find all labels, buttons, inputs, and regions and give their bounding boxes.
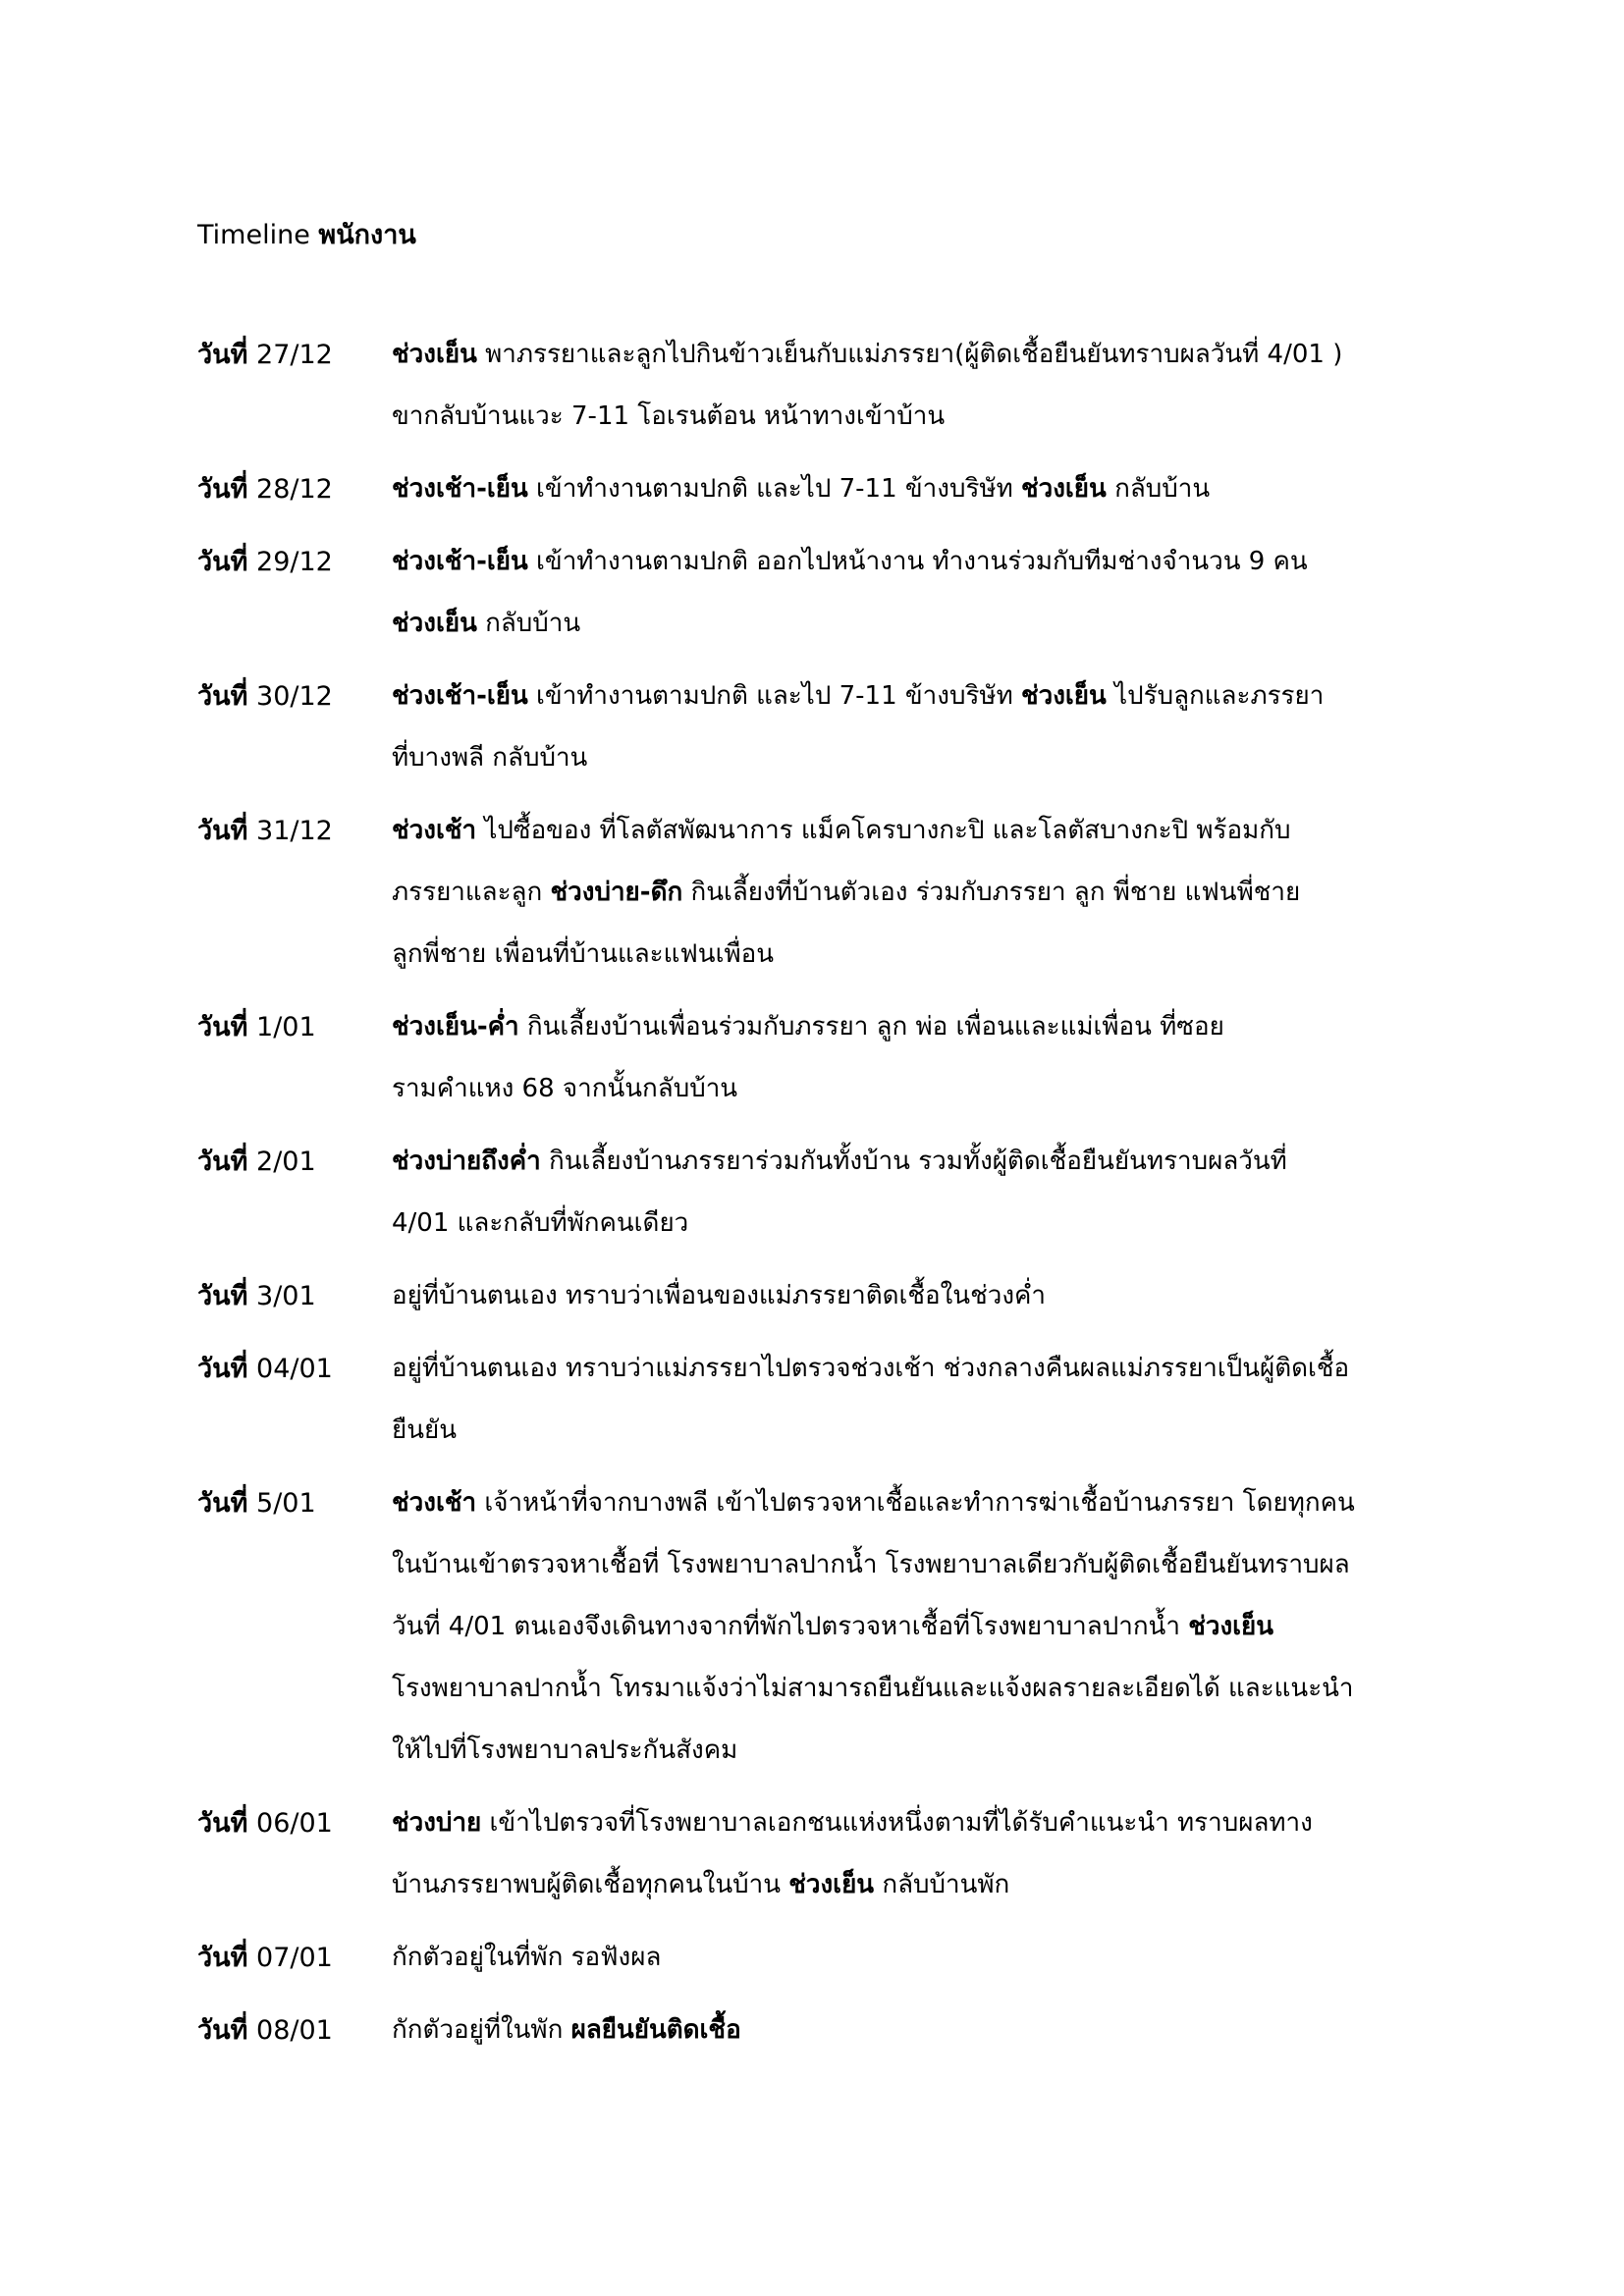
title-thai: พนักงาน bbox=[318, 220, 416, 250]
entry-line bbox=[392, 386, 1342, 448]
day-label: วันที่ bbox=[197, 1808, 248, 1839]
date-value: 06/01 bbox=[256, 1808, 333, 1839]
entry-segment: ลูกพี่ชาย เพื่อนที่บ้านและแฟนเพื่อน bbox=[392, 939, 774, 969]
entry-date bbox=[197, 1265, 392, 1327]
entry-date bbox=[197, 458, 392, 520]
entry-date bbox=[197, 324, 392, 386]
entry-line bbox=[392, 1058, 1224, 1120]
time-period-label: ช่วงบ่ายถึงค่ำ bbox=[392, 1147, 541, 1176]
entry-text bbox=[392, 1265, 1046, 1327]
time-period-label: ช่วงเช้า bbox=[392, 1488, 477, 1518]
date-value: 5/01 bbox=[256, 1488, 316, 1519]
entry-text bbox=[392, 1792, 1313, 1916]
entry-text bbox=[392, 1472, 1355, 1782]
entry-segment: โรงพยาบาลปากน้ำ โทรมาแจ้งว่าไม่สามารถยืนยันและแจ้งผลรายละเอียดได้ และแนะนำ bbox=[392, 1674, 1354, 1703]
entry-segment: กักตัวอยู่ในที่พัก รอฟังผล bbox=[392, 1943, 662, 1972]
time-period-label: ช่วงเย็น bbox=[788, 1870, 875, 1899]
entry-line bbox=[392, 800, 1300, 862]
timeline-entry bbox=[197, 531, 1474, 655]
timeline-entry bbox=[197, 996, 1474, 1120]
entry-line bbox=[392, 531, 1308, 593]
entry-date bbox=[197, 1792, 392, 1854]
day-label: วันที่ bbox=[197, 474, 248, 505]
entry-text bbox=[392, 531, 1308, 655]
date-value: 07/01 bbox=[256, 1943, 333, 1973]
date-value: 27/12 bbox=[256, 340, 333, 370]
title-latin: Timeline bbox=[197, 220, 310, 250]
entry-line bbox=[392, 1400, 1349, 1462]
day-label: วันที่ bbox=[197, 1488, 248, 1519]
entry-line bbox=[392, 666, 1324, 727]
day-label: วันที่ bbox=[197, 1281, 248, 1311]
time-period-label: ช่วงบ่าย bbox=[392, 1808, 482, 1838]
entry-segment: เข้าทำงานตามปกติ และไป 7-11 ข้างบริษัท bbox=[527, 681, 1021, 711]
entry-line bbox=[392, 458, 1210, 520]
entry-line bbox=[392, 1534, 1355, 1596]
entry-text bbox=[392, 1338, 1349, 1462]
entry-segment: กลับบ้าน bbox=[476, 609, 581, 638]
entry-text bbox=[392, 1131, 1287, 1255]
date-value: 31/12 bbox=[256, 816, 333, 846]
timeline-entry bbox=[197, 1338, 1474, 1462]
timeline-entry bbox=[197, 1927, 1474, 1989]
entry-date bbox=[197, 1927, 392, 1989]
day-label: วันที่ bbox=[197, 1147, 248, 1177]
entry-segment: ที่บางพลี กลับบ้าน bbox=[392, 743, 588, 773]
timeline-entry bbox=[197, 800, 1474, 986]
entry-segment: เข้าทำงานตามปกติ ออกไปหน้างาน ทำงานร่วมกับทีมช่างจำนวน 9 คน bbox=[527, 547, 1308, 576]
entry-segment: เจ้าหน้าที่จากบางพลี เข้าไปตรวจหาเชื้อและทำการฆ่าเชื้อบ้านภรรยา โดยทุกคน bbox=[476, 1488, 1355, 1518]
entry-segment: วันที่ 4/01 ตนเองจึงเดินทางจากที่พักไปตรวจหาเชื้อที่โรงพยาบาลปากน้ำ bbox=[392, 1612, 1189, 1641]
entry-date bbox=[197, 666, 392, 727]
entry-segment: ไปซื้อของ ที่โลตัสพัฒนาการ แม็คโครบางกะปิ และโลตัสบางกะปิ พร้อมกับ bbox=[476, 816, 1291, 845]
entry-segment: กินเลี้ยงบ้านภรรยาร่วมกันทั้งบ้าน รวมทั้งผู้ติดเชื้อยืนยันทราบผลวันที่ bbox=[540, 1147, 1287, 1176]
timeline-entry bbox=[197, 1265, 1474, 1327]
time-period-label: ช่วงบ่าย-ดึก bbox=[550, 878, 683, 907]
entry-date bbox=[197, 531, 392, 593]
date-value: 2/01 bbox=[256, 1147, 316, 1177]
entry-line bbox=[392, 1596, 1355, 1658]
entry-line bbox=[392, 1720, 1355, 1782]
entry-segment: เข้าไปตรวจที่โรงพยาบาลเอกชนแห่งหนึ่งตามที่ได้รับคำแนะนำ ทราบผลทาง bbox=[481, 1808, 1313, 1838]
entry-segment: กินเลี้ยงที่บ้านตัวเอง ร่วมกับภรรยา ลูก พี่ชาย แฟนพี่ชาย bbox=[682, 878, 1301, 907]
day-label: วันที่ bbox=[197, 1012, 248, 1042]
entry-text bbox=[392, 800, 1300, 986]
entry-line bbox=[392, 924, 1300, 986]
timeline-entry bbox=[197, 1131, 1474, 1255]
entry-segment: 4/01 และกลับที่พักคนเดียว bbox=[392, 1208, 689, 1238]
date-value: 3/01 bbox=[256, 1281, 316, 1311]
entry-segment: บ้านภรรยาพบผู้ติดเชื้อทุกคนในบ้าน bbox=[392, 1870, 789, 1899]
day-label: วันที่ bbox=[197, 1943, 248, 1973]
date-value: 08/01 bbox=[256, 2015, 333, 2046]
entry-segment: ในบ้านเข้าตรวจหาเชื้อที่ โรงพยาบาลปากน้ำ โรงพยาบาลเดียวกับผู้ติดเชื้อยืนยันทราบผล bbox=[392, 1550, 1350, 1579]
entry-date bbox=[197, 2000, 392, 2061]
entry-date bbox=[197, 1472, 392, 1534]
date-value: 1/01 bbox=[256, 1012, 316, 1042]
timeline-entry bbox=[197, 666, 1474, 789]
entry-segment: กลับบ้านพัก bbox=[874, 1870, 1010, 1899]
entry-segment: ขากลับบ้านแวะ 7-11 โอเรนต้อน หน้าทางเข้าบ้าน bbox=[392, 401, 946, 431]
entry-segment: ยืนยัน bbox=[392, 1415, 458, 1445]
entry-segment: กักตัวอยู่ที่ในพัก bbox=[392, 2015, 571, 2045]
entry-line bbox=[392, 324, 1342, 386]
time-period-label: ช่วงเช้า-เย็น bbox=[392, 681, 528, 711]
entry-line bbox=[392, 1927, 661, 1989]
entry-segment: ภรรยาและลูก bbox=[392, 878, 551, 907]
entry-text bbox=[392, 458, 1210, 520]
date-value: 28/12 bbox=[256, 474, 333, 505]
time-period-label: ช่วงเย็น bbox=[1020, 474, 1107, 504]
page-title bbox=[197, 216, 416, 255]
entry-text bbox=[392, 2000, 741, 2061]
entry-line bbox=[392, 727, 1324, 789]
entry-date bbox=[197, 1338, 392, 1400]
entry-segment: กลับบ้าน bbox=[1106, 474, 1211, 504]
date-value: 30/12 bbox=[256, 681, 333, 712]
time-period-label: ช่วงเย็น bbox=[1188, 1612, 1274, 1641]
entry-line bbox=[392, 1658, 1355, 1720]
entry-segment: ให้ไปที่โรงพยาบาลประกันสังคม bbox=[392, 1735, 738, 1765]
time-period-label: ช่วงเย็น bbox=[392, 340, 477, 369]
entry-line bbox=[392, 1472, 1355, 1534]
entry-line bbox=[392, 1193, 1287, 1255]
entry-date bbox=[197, 1131, 392, 1193]
time-period-label: ช่วงเย็น-ค่ำ bbox=[392, 1012, 519, 1041]
timeline-entry bbox=[197, 1472, 1474, 1782]
date-value: 29/12 bbox=[256, 547, 333, 577]
entry-line bbox=[392, 1265, 1046, 1327]
entry-text bbox=[392, 1927, 661, 1989]
entry-line bbox=[392, 593, 1308, 655]
timeline-entry bbox=[197, 458, 1474, 520]
timeline-entry bbox=[197, 324, 1474, 448]
time-period-label: ช่วงเช้า-เย็น bbox=[392, 474, 528, 504]
entry-segment: เข้าทำงานตามปกติ และไป 7-11 ข้างบริษัท bbox=[527, 474, 1021, 504]
entry-segment: กินเลี้ยงบ้านเพื่อนร่วมกับภรรยา ลูก พ่อ เพื่อนและแม่เพื่อน ที่ซอย bbox=[518, 1012, 1224, 1041]
day-label: วันที่ bbox=[197, 2015, 248, 2046]
entry-text bbox=[392, 666, 1324, 789]
day-label: วันที่ bbox=[197, 340, 248, 370]
entry-line bbox=[392, 1131, 1287, 1193]
entry-segment: ไปรับลูกและภรรยา bbox=[1106, 681, 1325, 711]
time-period-label: ช่วงเย็น bbox=[1020, 681, 1107, 711]
time-period-label: ช่วงเช้า bbox=[392, 816, 477, 845]
entry-segment: พาภรรยาและลูกไปกินข้าวเย็นกับแม่ภรรยา(ผู้ติดเชื้อยืนยันทราบผลวันที่ 4/01 ) bbox=[476, 340, 1343, 369]
entry-date bbox=[197, 800, 392, 862]
entry-segment: รามคำแหง 68 จากนั้นกลับบ้าน bbox=[392, 1074, 738, 1103]
entry-line bbox=[392, 1854, 1313, 1916]
day-label: วันที่ bbox=[197, 816, 248, 846]
day-label: วันที่ bbox=[197, 547, 248, 577]
timeline-entry bbox=[197, 2000, 1474, 2061]
entry-line bbox=[392, 2000, 741, 2061]
entry-line bbox=[392, 1338, 1349, 1400]
time-period-label: ผลยืนยันติดเชื้อ bbox=[570, 2015, 741, 2045]
time-period-label: ช่วงเช้า-เย็น bbox=[392, 547, 528, 576]
entry-segment: อยู่ที่บ้านตนเอง ทราบว่าเพื่อนของแม่ภรรยาติดเชื้อในช่วงค่ำ bbox=[392, 1281, 1047, 1310]
date-value: 04/01 bbox=[256, 1354, 333, 1384]
day-label: วันที่ bbox=[197, 1354, 248, 1384]
entry-line bbox=[392, 862, 1300, 924]
time-period-label: ช่วงเย็น bbox=[392, 609, 477, 638]
entry-line bbox=[392, 1792, 1313, 1854]
entry-text bbox=[392, 996, 1224, 1120]
entry-segment: อยู่ที่บ้านตนเอง ทราบว่าแม่ภรรยาไปตรวจช่วงเช้า ช่วงกลางคืนผลแม่ภรรยาเป็นผู้ติดเชื้อ bbox=[392, 1354, 1350, 1383]
entry-text bbox=[392, 324, 1342, 448]
timeline-list bbox=[197, 324, 1474, 2072]
timeline-entry bbox=[197, 1792, 1474, 1916]
day-label: วันที่ bbox=[197, 681, 248, 712]
entry-line bbox=[392, 996, 1224, 1058]
entry-date bbox=[197, 996, 392, 1058]
